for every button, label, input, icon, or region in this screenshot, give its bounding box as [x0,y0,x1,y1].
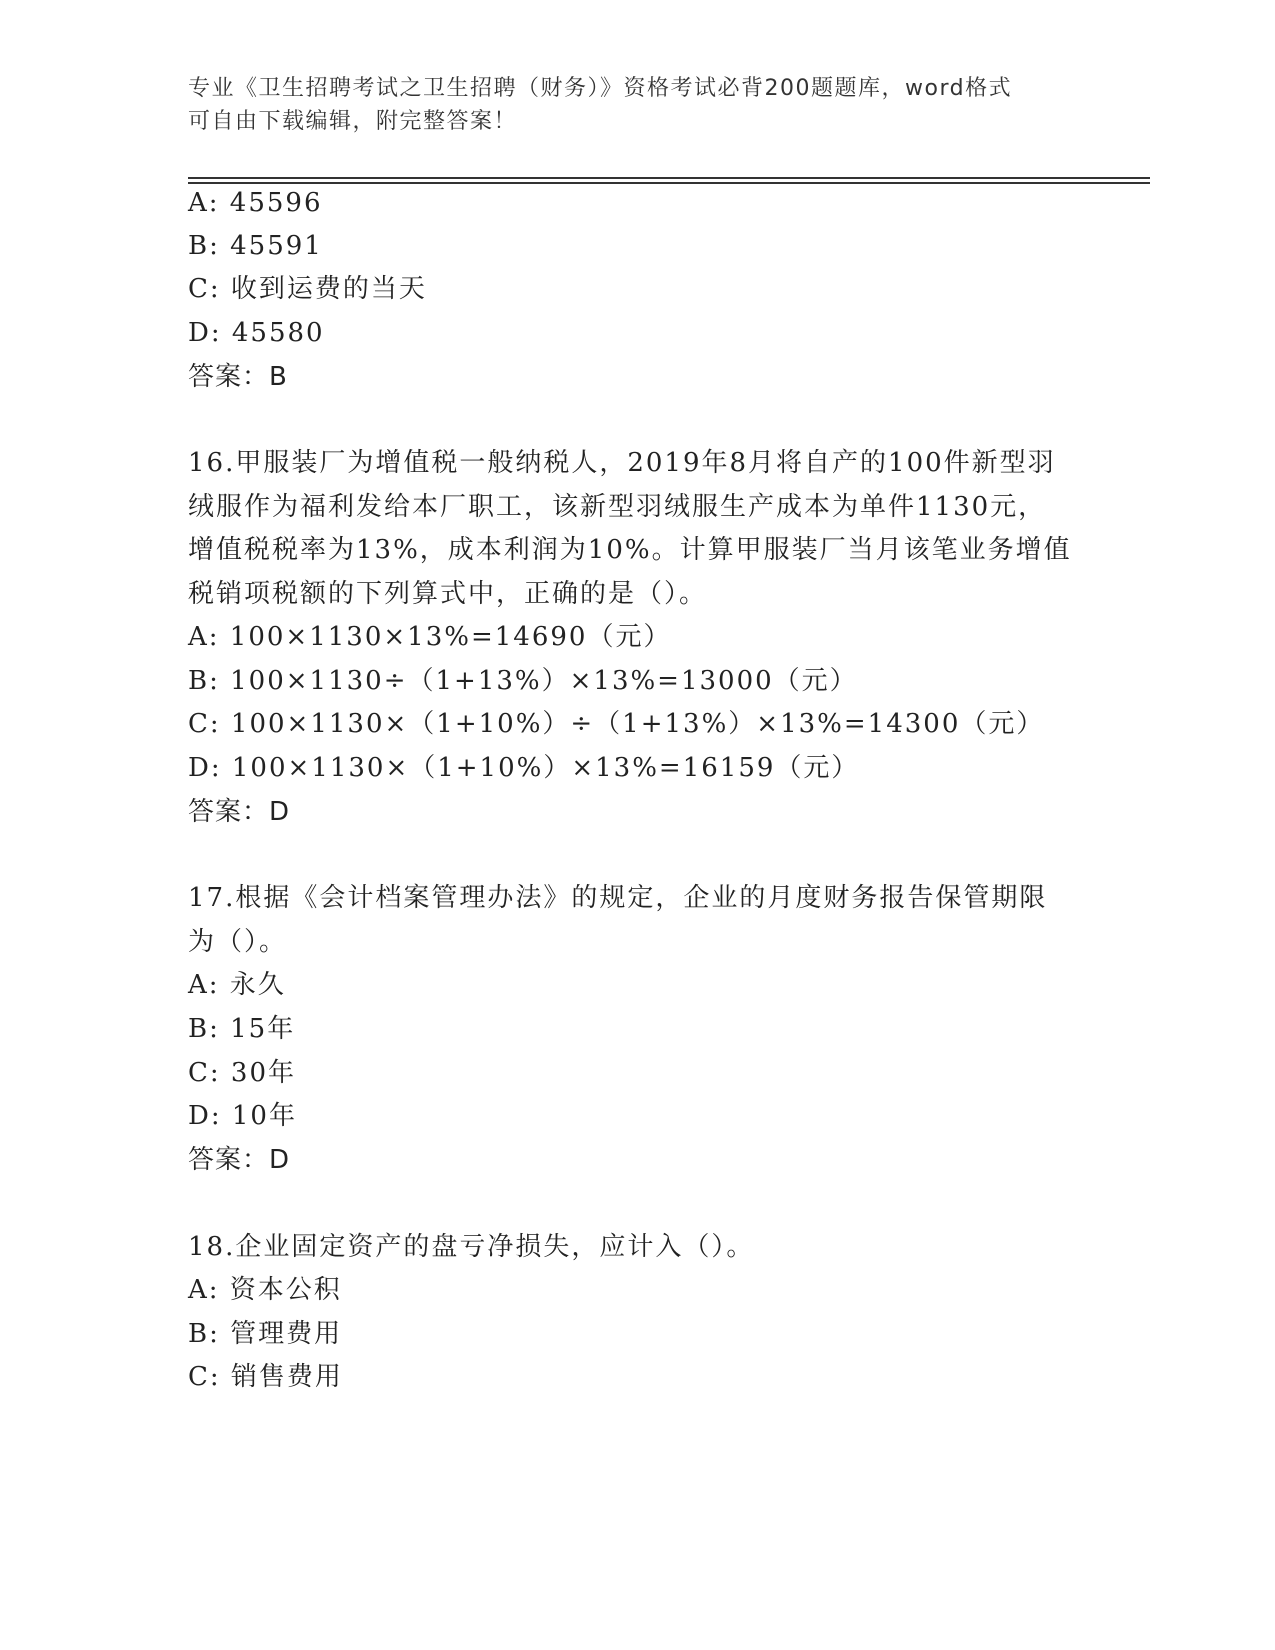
header-line-1: 专业《卫生招聘考试之卫生招聘（财务）》资格考试必背200题题库，word格式 [188,76,1013,101]
q17-option-c: C: 30年 [188,1058,297,1088]
q16-question-line-3: 增值税税率为13%，成本利润为10%。计算甲服装厂当月该笔业务增值 [188,535,1072,565]
q17-question-line-1: 17.根据《会计档案管理办法》的规定，企业的月度财务报告保管期限 [188,883,1048,913]
q17-question-line-2: 为（）。 [188,927,288,957]
q18-option-a: A: 资本公积 [188,1275,342,1305]
header-line-2: 可自由下载编辑，附完整答案！ [188,109,518,134]
q15-option-b: B: 45591 [188,231,323,261]
document-header [188,72,1088,138]
q15-option-d: D: 45580 [188,318,325,348]
q16-option-d: D: 100×1130×（1+10%）×13%=16159（元） [188,753,860,783]
q16-option-a: A: 100×1130×13%=14690（元） [188,622,672,652]
header-divider-bottom [188,182,1150,184]
q16-option-c: C: 100×1130×（1+10%）÷（1+13%）×13%=14300（元） [188,709,1045,739]
q18-option-c: C: 销售费用 [188,1362,343,1392]
q16-question-line-1: 16.甲服装厂为增值税一般纳税人，2019年8月将自产的100件新型羽 [188,448,1056,478]
q17-option-a: A: 永久 [188,970,286,1000]
q16-option-b: B: 100×1130÷（1+13%）×13%=13000（元） [188,666,858,696]
q17-option-d: D: 10年 [188,1101,297,1131]
q15-answer: 答案：B [188,362,288,392]
q18-question-line-1: 18.企业固定资产的盘亏净损失，应计入（）。 [188,1232,755,1262]
q16-answer: 答案：D [188,797,291,827]
q17-answer: 答案：D [188,1145,291,1175]
q16-question-line-4: 税销项税额的下列算式中，正确的是（）。 [188,579,708,609]
q15-option-c: C: 收到运费的当天 [188,274,427,304]
q15-option-a: A: 45596 [188,188,323,218]
q17-option-b: B: 15年 [188,1014,296,1044]
q18-option-b: B: 管理费用 [188,1319,343,1349]
q16-question-line-2: 绒服作为福利发给本厂职工，该新型羽绒服生产成本为单件1130元， [188,492,1047,522]
header-divider-top [188,177,1150,179]
